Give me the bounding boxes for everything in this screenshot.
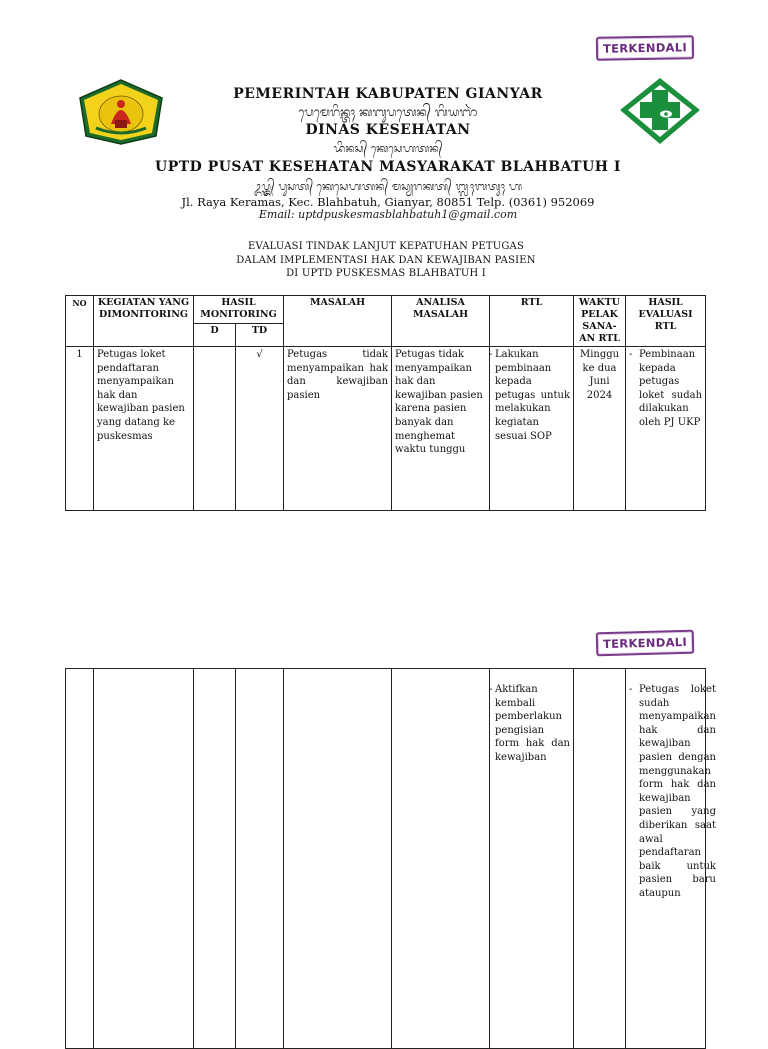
evaluation-table <box>65 295 706 511</box>
cell-waktu: Minggu ke dua Juni 2024 <box>574 347 626 511</box>
cell-analisa: Petugas tidak menyampaikan hak dan kewajiban pasien karena pasien banyak dan menghemat waktu tunggu <box>392 347 490 511</box>
terkendali-stamp: TERKENDALI <box>596 35 694 61</box>
header-analisa: ANALISA MASALAH <box>392 296 490 347</box>
kop-email-line <box>70 208 706 221</box>
title-line-1: EVALUASI TINDAK LANJUT KEPATUHAN PETUGAS <box>247 241 525 252</box>
document-title <box>68 240 704 281</box>
evaluation-table-continued <box>65 668 716 1049</box>
header-waktu: WAKTU PELAK SANA- AN RTL <box>574 296 626 347</box>
cell-hasil-evaluasi: - Pembinaan kepada petugas loket sudah dilakukan oleh PJ UKP <box>626 347 706 511</box>
cell-waktu <box>574 669 626 1049</box>
kop-department-name-balinese: ᬤᬶᬦᬲ᭄ ᬓᬾᬲᬾᬳᬢᬦ᭄ <box>333 142 443 155</box>
cell-d <box>194 347 236 511</box>
header-td: TD <box>236 323 284 346</box>
cell-td-checkmark: √ <box>236 347 284 511</box>
cell-d <box>194 669 236 1049</box>
letterhead <box>70 74 706 230</box>
header-masalah: MASALAH <box>284 296 392 347</box>
kop-email-label: Email: <box>258 208 295 221</box>
cell-hasil-evaluasi: - Petugas loket sudah menyampaikan hak dan kewajiban pasien dengan menggunakan form hak dan kewajiban pasien yang diberikan saat awal pendaftaran baik untuk pasien baru ataupun <box>626 669 706 1049</box>
terkendali-stamp-page-2: TERKENDALI <box>596 630 695 657</box>
cell-no <box>66 669 94 1049</box>
cell-no: 1 <box>66 347 94 511</box>
kop-institution-name: UPTD PUSAT KESEHATAN MASYARAKAT BLAHBATUH I <box>155 159 621 175</box>
cell-rtl: - Lakukan pembinaan kepada petugas untuk melakukan kegiatan sesuai SOP <box>490 347 574 511</box>
table-row <box>66 669 706 1049</box>
cell-rtl-text: Lakukan pembinaan kepada petugas untuk melakukan kegiatan sesuai SOP <box>495 349 571 442</box>
kop-department-name: DINAS KESEHATAN <box>305 122 471 138</box>
header-kegiatan: KEGIATAN YANG DIMONITORING <box>94 296 194 347</box>
cell-hasil-evaluasi-text: Pembinaan kepada petugas loket sudah dilakukan oleh PJ UKP <box>639 349 703 428</box>
kop-institution-name-balinese: ᬉᬧ᭄ᬢ᭄ᬤ᭄ ᬧᬸᬲᬢ᭄ ᬓᬾᬲᬾᬳᬢᬦ᭄ ᬫᬲ᭄ᬬᬭᬓᬢ᭄ ᬩ᭄ᬮᬄᬩᬢᬸᬄ ᬳ <box>253 180 523 193</box>
cell-td <box>236 669 284 1049</box>
cell-hasil-evaluasi-text: Petugas loket sudah menyampaikan hak dan kewajiban pasien dengan menggunakan form hak dan kewajiban pasien yang diberikan saat awal pendaftaran baik untuk pasien baru ataupun <box>639 684 716 899</box>
cell-rtl-text: Aktifkan kembali pemberlakun pengisian form hak dan kewajiban <box>495 684 570 763</box>
cell-masalah <box>284 669 392 1049</box>
cell-analisa <box>392 669 490 1049</box>
title-line-3: DI UPTD PUSKESMAS BLAHBATUH I <box>286 268 486 279</box>
kop-address: Jl. Raya Keramas, Kec. Blahbatuh, Gianyar, 80851 Telp. (0361) 952069 <box>181 195 595 209</box>
title-line-2: DALAM IMPLEMENTASI HAK DAN KEWAJIBAN PASIEN <box>236 254 536 266</box>
kop-government-name-balinese: ᬧᬾᬫᬾᬭᬶᬦ᭄ᬢᬄ ᬓᬩᬸᬧᬢᬾᬦ᭄ ᬕᬶᬬᬜᬃ <box>298 105 478 119</box>
table-row <box>66 347 706 511</box>
header-no: NO <box>66 296 94 347</box>
header-d: D <box>194 323 236 346</box>
kop-government-name: PEMERINTAH KABUPATEN GIANYAR <box>233 86 543 102</box>
header-hasil-monitoring: HASIL MONITORING <box>194 296 284 324</box>
kop-email-link[interactable]: uptdpuskesmasblahbatuh1@gmail.com <box>298 208 518 221</box>
cell-rtl: - Aktifkan kembali pemberlakun pengisian form hak dan kewajiban <box>490 669 574 1049</box>
table-header-row <box>66 296 706 324</box>
header-hasil-evaluasi: HASIL EVALUASI RTL <box>626 296 706 347</box>
cell-masalah: Petugas tidak menyampaikan hak dan kewajiban pasien <box>284 347 392 511</box>
cell-kegiatan <box>94 669 194 1049</box>
cell-kegiatan: Petugas loket pendaftaran menyampaikan hak dan kewajiban pasien yang datang ke puskesmas <box>94 347 194 511</box>
header-rtl: RTL <box>490 296 574 347</box>
